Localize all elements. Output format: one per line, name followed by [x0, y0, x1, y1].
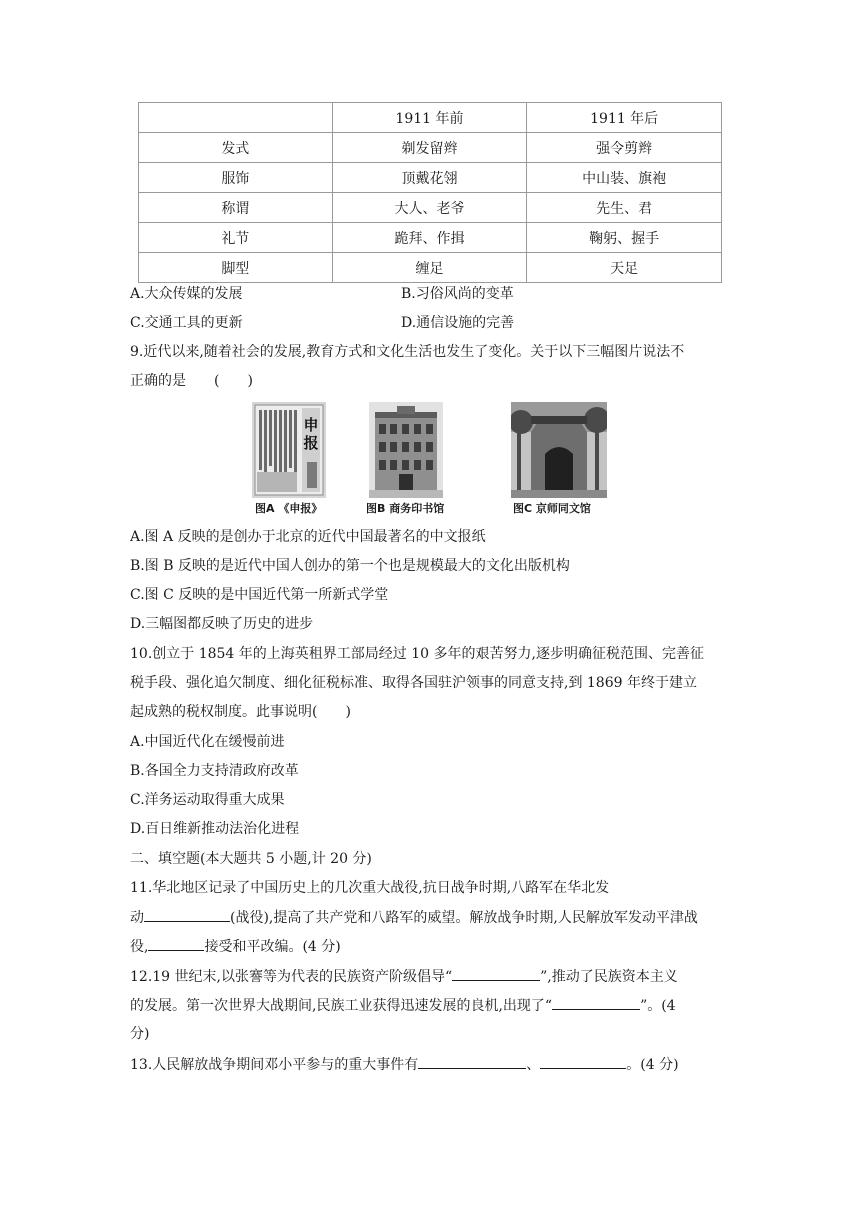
table-header-cell: 1911 年前 — [332, 103, 527, 133]
q12-text: ”,推动了民族资本主义 — [540, 969, 678, 985]
q12-blank-period[interactable] — [552, 995, 640, 1010]
q10-option-b: B.各国全力支持清政府改革 — [130, 763, 299, 779]
figure-a-caption: 图A 《申报》 — [255, 502, 323, 515]
hairstyle-dress-comparison-table — [138, 102, 722, 283]
q13-line1 — [130, 1054, 679, 1075]
q11-text: 役, — [130, 939, 149, 955]
q11-line1: 11.华北地区记录了中国历史上的几次重大战役,抗日战争时期,八路军在华北发 — [130, 880, 610, 896]
table-cell: 鞠躬、握手 — [527, 223, 722, 253]
q8-option-b: B.习俗风尚的变革 — [401, 286, 514, 302]
figure-a-masthead-char-2: 报 — [303, 434, 319, 452]
q12-line2 — [130, 995, 676, 1016]
figure-b-commercial-press-image — [369, 402, 443, 498]
q13-blank-event2[interactable] — [540, 1054, 626, 1069]
q12-blank-slogan[interactable] — [452, 966, 540, 981]
table-cell: 跪拜、作揖 — [332, 223, 527, 253]
table-row — [139, 253, 722, 283]
table-row — [139, 223, 722, 253]
q9-option-d: D.三幅图都反映了历史的进步 — [130, 616, 314, 632]
figure-a-masthead-char-1: 申 — [303, 416, 319, 434]
q13-text: 13.人民解放战争期间邓小平参与的重大事件有 — [130, 1057, 419, 1073]
table-header-cell: 1911 年后 — [527, 103, 722, 133]
table-row — [139, 133, 722, 163]
q11-text: 接受和平改编。(4 分) — [204, 939, 341, 955]
q8-option-a: A.大众传媒的发展 — [130, 286, 243, 302]
q11-line3 — [130, 936, 341, 957]
q10-option-a: A.中国近代化在缓慢前进 — [130, 734, 285, 750]
q13-text: 、 — [526, 1057, 541, 1073]
figure-b-caption: 图B 商务印书馆 — [366, 502, 445, 515]
q13-text: 。(4 分) — [626, 1057, 679, 1073]
table-row — [139, 193, 722, 223]
q12-text: 12.19 世纪末,以张謇等为代表的民族资产阶级倡导“ — [130, 969, 453, 985]
table-cell: 顶戴花翎 — [332, 163, 527, 193]
table-cell: 中山装、旗袍 — [527, 163, 722, 193]
table-cell: 剃发留辫 — [332, 133, 527, 163]
q8-option-d: D.通信设施的完善 — [401, 315, 515, 331]
table-cell: 服饰 — [139, 163, 333, 193]
q10-stem-line3: 起成熟的税权制度。此事说明( ) — [130, 704, 351, 720]
q10-stem-line2: 税手段、强化追欠制度、细化征税标准、取得各国驻沪领事的同意支持,到 1869 年终于建立 — [130, 675, 697, 691]
q11-text: (战役),提高了共产党和八路军的威望。解放战争时期,人民解放军发动平津战 — [230, 910, 698, 926]
figure-c-caption: 图C 京师同文馆 — [513, 502, 591, 515]
q11-line2 — [130, 907, 698, 928]
table-cell: 先生、君 — [527, 193, 722, 223]
table-cell: 称谓 — [139, 193, 333, 223]
table-header-cell — [139, 103, 333, 133]
table-row — [139, 163, 722, 193]
q11-blank-army[interactable] — [148, 936, 204, 951]
q12-text: 的发展。第一次世界大战期间,民族工业获得迅速发展的良机,出现了“ — [130, 998, 553, 1014]
q13-blank-event1[interactable] — [418, 1054, 526, 1069]
q10-option-c: C.洋务运动取得重大成果 — [130, 792, 285, 808]
table-cell: 强令剪辫 — [527, 133, 722, 163]
table-cell: 脚型 — [139, 253, 333, 283]
q9-stem-line2: 正确的是 ( ) — [130, 373, 253, 389]
q9-option-a: A.图 A 反映的是创办于北京的近代中国最著名的中文报纸 — [130, 529, 486, 545]
q12-text: ”。(4 — [640, 998, 676, 1014]
q9-option-c: C.图 C 反映的是中国近代第一所新式学堂 — [130, 587, 389, 603]
q8-option-c: C.交通工具的更新 — [130, 315, 243, 331]
q10-option-d: D.百日维新推动法治化进程 — [130, 821, 300, 837]
table-cell: 大人、老爷 — [332, 193, 527, 223]
table-header-row — [139, 103, 722, 133]
q10-stem-line1: 10.创立于 1854 年的上海英租界工部局经过 10 多年的艰苦努力,逐步明确征税范围、完善征 — [130, 646, 704, 662]
q9-stem-line1: 9.近代以来,随着社会的发展,教育方式和文化生活也发生了变化。关于以下三幅图片说法不 — [130, 344, 685, 360]
figure-a-shenbao-image — [252, 402, 326, 498]
q12-line3: 分) — [130, 1026, 150, 1042]
q12-line1 — [130, 966, 678, 987]
q11-blank-campaign[interactable] — [144, 907, 230, 922]
table-cell: 发式 — [139, 133, 333, 163]
q11-text: 动 — [130, 910, 144, 926]
table-cell: 礼节 — [139, 223, 333, 253]
table-cell: 缠足 — [332, 253, 527, 283]
figure-c-tongwenguan-image — [511, 402, 607, 498]
q9-option-b: B.图 B 反映的是近代中国人创办的第一个也是规模最大的文化出版机构 — [130, 558, 570, 574]
section-heading-fill-in: 二、填空题(本大题共 5 小题,计 20 分) — [130, 851, 372, 867]
table-cell: 天足 — [527, 253, 722, 283]
